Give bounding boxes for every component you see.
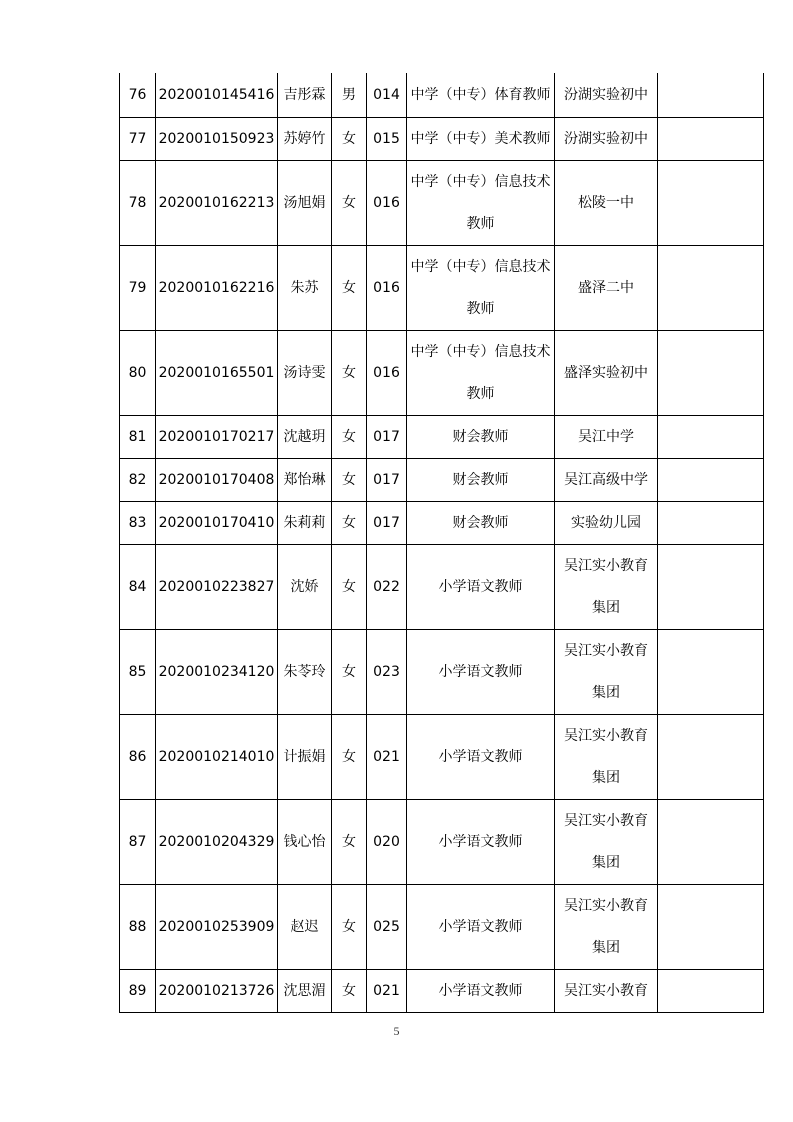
cell-school-line: 汾湖实验初中 — [564, 130, 648, 147]
cell-position — [407, 458, 555, 501]
cell-position-code: 020 — [367, 799, 407, 884]
table-row — [120, 884, 764, 969]
table-row — [120, 160, 764, 245]
cell-exam-id: 2020010204329 — [156, 799, 278, 884]
cell-gender: 女 — [332, 544, 367, 629]
cell-remark — [658, 969, 764, 1012]
cell-position — [407, 629, 555, 714]
cell-position-line: 中学（中专）信息技术 — [410, 173, 551, 190]
cell-number: 80 — [120, 330, 156, 415]
table-row — [120, 501, 764, 544]
cell-name: 沈越玥 — [278, 415, 332, 458]
cell-exam-id: 2020010214010 — [156, 714, 278, 799]
table-row — [120, 415, 764, 458]
recruitment-roster-table — [119, 73, 764, 1013]
cell-position-line: 中学（中专）体育教师 — [410, 86, 551, 103]
cell-number: 84 — [120, 544, 156, 629]
cell-number: 79 — [120, 245, 156, 330]
cell-name: 赵迟 — [278, 884, 332, 969]
cell-position-line: 小学语文教师 — [438, 578, 523, 595]
cell-number: 82 — [120, 458, 156, 501]
cell-exam-id: 2020010162216 — [156, 245, 278, 330]
table-row — [120, 544, 764, 629]
cell-exam-id: 2020010223827 — [156, 544, 278, 629]
cell-position-line: 小学语文教师 — [438, 918, 523, 935]
cell-exam-id: 2020010165501 — [156, 330, 278, 415]
cell-remark — [658, 884, 764, 969]
cell-school — [555, 629, 658, 714]
cell-remark — [658, 415, 764, 458]
cell-position-code: 016 — [367, 160, 407, 245]
cell-exam-id: 2020010170408 — [156, 458, 278, 501]
cell-school — [555, 415, 658, 458]
cell-remark — [658, 73, 764, 117]
cell-position-code: 023 — [367, 629, 407, 714]
cell-position-code: 017 — [367, 415, 407, 458]
cell-position-line: 小学语文教师 — [438, 748, 523, 765]
cell-gender: 女 — [332, 714, 367, 799]
cell-position-code: 022 — [367, 544, 407, 629]
cell-school-line: 集团 — [592, 854, 620, 871]
cell-position — [407, 544, 555, 629]
cell-exam-id: 2020010150923 — [156, 117, 278, 160]
cell-name: 沈思湄 — [278, 969, 332, 1012]
cell-school — [555, 714, 658, 799]
cell-school — [555, 458, 658, 501]
cell-gender: 女 — [332, 330, 367, 415]
cell-number: 81 — [120, 415, 156, 458]
cell-position-line: 教师 — [466, 385, 495, 402]
cell-gender: 女 — [332, 969, 367, 1012]
cell-remark — [658, 544, 764, 629]
cell-position-line: 财会教师 — [452, 471, 509, 488]
cell-position — [407, 714, 555, 799]
cell-school — [555, 160, 658, 245]
cell-position-code: 025 — [367, 884, 407, 969]
cell-remark — [658, 117, 764, 160]
cell-position-line: 中学（中专）美术教师 — [410, 130, 551, 147]
roster-body — [120, 73, 764, 1012]
cell-school — [555, 544, 658, 629]
cell-school-line: 实验幼儿园 — [571, 514, 641, 531]
cell-school-line: 吴江实小教育 — [564, 812, 648, 829]
cell-position-line: 财会教师 — [452, 428, 509, 445]
cell-school — [555, 884, 658, 969]
table-row — [120, 330, 764, 415]
cell-exam-id: 2020010145416 — [156, 73, 278, 117]
cell-school — [555, 969, 658, 1012]
cell-position — [407, 73, 555, 117]
table-row — [120, 714, 764, 799]
cell-position-code: 017 — [367, 501, 407, 544]
cell-name: 汤旭娟 — [278, 160, 332, 245]
cell-position — [407, 884, 555, 969]
cell-name: 朱苏 — [278, 245, 332, 330]
cell-gender: 女 — [332, 160, 367, 245]
cell-school-line: 吴江中学 — [578, 428, 634, 445]
table-row — [120, 117, 764, 160]
cell-position — [407, 160, 555, 245]
table-row — [120, 969, 764, 1012]
cell-position-code: 014 — [367, 73, 407, 117]
cell-name: 沈娇 — [278, 544, 332, 629]
cell-exam-id: 2020010162213 — [156, 160, 278, 245]
cell-exam-id: 2020010213726 — [156, 969, 278, 1012]
cell-number: 85 — [120, 629, 156, 714]
cell-number: 88 — [120, 884, 156, 969]
cell-remark — [658, 330, 764, 415]
cell-position — [407, 799, 555, 884]
cell-number: 76 — [120, 73, 156, 117]
cell-position-line: 教师 — [466, 300, 495, 317]
cell-school-line: 盛泽实验初中 — [564, 364, 648, 381]
cell-name: 朱莉莉 — [278, 501, 332, 544]
cell-school-line: 松陵一中 — [578, 194, 634, 211]
page-number: 5 — [393, 1024, 400, 1038]
cell-position — [407, 501, 555, 544]
cell-name: 钱心怡 — [278, 799, 332, 884]
cell-school-line: 吴江实小教育 — [564, 642, 648, 659]
cell-remark — [658, 245, 764, 330]
cell-position — [407, 330, 555, 415]
cell-position — [407, 245, 555, 330]
cell-position-line: 教师 — [466, 215, 495, 232]
cell-position-line: 财会教师 — [452, 514, 509, 531]
cell-name: 朱苓玲 — [278, 629, 332, 714]
cell-school-line: 吴江实小教育 — [564, 727, 648, 744]
cell-school-line: 吴江实小教育 — [564, 982, 648, 999]
cell-position-code: 021 — [367, 714, 407, 799]
cell-remark — [658, 501, 764, 544]
cell-number: 86 — [120, 714, 156, 799]
cell-school-line: 吴江高级中学 — [564, 471, 648, 488]
cell-gender: 女 — [332, 884, 367, 969]
cell-position-line: 小学语文教师 — [438, 833, 523, 850]
cell-school — [555, 73, 658, 117]
cell-school — [555, 330, 658, 415]
cell-gender: 女 — [332, 245, 367, 330]
cell-remark — [658, 458, 764, 501]
cell-exam-id: 2020010234120 — [156, 629, 278, 714]
cell-remark — [658, 714, 764, 799]
cell-number: 77 — [120, 117, 156, 160]
cell-school-line: 集团 — [592, 684, 620, 701]
cell-school — [555, 117, 658, 160]
cell-position-code: 021 — [367, 969, 407, 1012]
cell-name: 郑怡琳 — [278, 458, 332, 501]
cell-position — [407, 415, 555, 458]
cell-position-line: 中学（中专）信息技术 — [410, 258, 551, 275]
cell-position-code: 015 — [367, 117, 407, 160]
cell-gender: 女 — [332, 458, 367, 501]
cell-position-line: 小学语文教师 — [438, 982, 523, 999]
cell-school — [555, 799, 658, 884]
cell-school-line: 吴江实小教育 — [564, 897, 648, 914]
cell-position-code: 016 — [367, 245, 407, 330]
cell-exam-id: 2020010253909 — [156, 884, 278, 969]
cell-number: 78 — [120, 160, 156, 245]
cell-position-line: 小学语文教师 — [438, 663, 523, 680]
cell-school-line: 汾湖实验初中 — [564, 86, 648, 103]
cell-school-line: 集团 — [592, 769, 620, 786]
cell-exam-id: 2020010170410 — [156, 501, 278, 544]
cell-gender: 男 — [332, 73, 367, 117]
cell-name: 汤诗雯 — [278, 330, 332, 415]
cell-remark — [658, 160, 764, 245]
cell-school — [555, 501, 658, 544]
cell-school-line: 集团 — [592, 939, 620, 956]
cell-name: 苏婷竹 — [278, 117, 332, 160]
table-row — [120, 73, 764, 117]
table-row — [120, 629, 764, 714]
cell-position-code: 017 — [367, 458, 407, 501]
cell-gender: 女 — [332, 117, 367, 160]
cell-number: 83 — [120, 501, 156, 544]
cell-school-line: 集团 — [592, 599, 620, 616]
cell-gender: 女 — [332, 799, 367, 884]
table-row — [120, 799, 764, 884]
cell-position — [407, 969, 555, 1012]
cell-school-line: 吴江实小教育 — [564, 557, 648, 574]
cell-school — [555, 245, 658, 330]
cell-gender: 女 — [332, 501, 367, 544]
cell-gender: 女 — [332, 415, 367, 458]
cell-position-code: 016 — [367, 330, 407, 415]
table-row — [120, 245, 764, 330]
cell-position-line: 中学（中专）信息技术 — [410, 343, 551, 360]
cell-position — [407, 117, 555, 160]
cell-name: 吉彤霖 — [278, 73, 332, 117]
cell-gender: 女 — [332, 629, 367, 714]
table-row — [120, 458, 764, 501]
cell-exam-id: 2020010170217 — [156, 415, 278, 458]
cell-remark — [658, 799, 764, 884]
cell-number: 87 — [120, 799, 156, 884]
cell-remark — [658, 629, 764, 714]
cell-school-line: 盛泽二中 — [578, 279, 634, 296]
cell-name: 计振娟 — [278, 714, 332, 799]
cell-number: 89 — [120, 969, 156, 1012]
